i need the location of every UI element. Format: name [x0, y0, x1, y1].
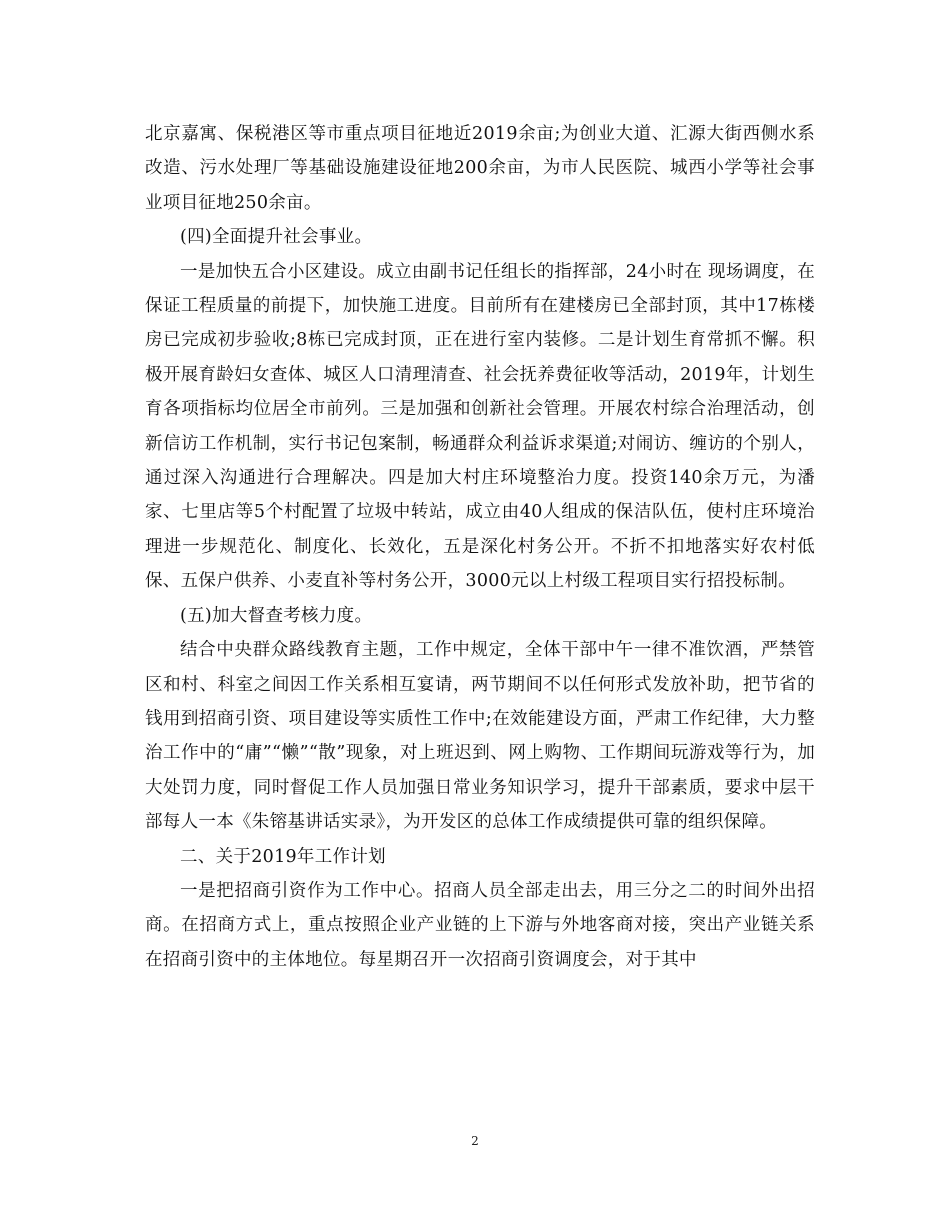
page-number: 2 [471, 1134, 479, 1148]
document-body [145, 117, 815, 977]
paragraph-social-affairs: 一是加快五合小区建设。成立由副书记任组长的指挥部，24小时在 现场调度，在保证工程质量的前提下，加快施工进度。目前所有在建楼房已全部封顶，其中17栋楼房已完成初步验收;8栋已完成封顶，正在进行室内装修。二是计划生育常抓不懈。积极开展育龄妇女查体、城区人口清理清查、社会抚养费征收等活动，2019年，计划生育各项指标均位居全市前列。三是加强和创新社会管理。开展农村综合治理活动，创新信访工作机制，实行书记包案制，畅通群众利益诉求渠道;对闹访、缠访的个别人，通过深入沟通进行合理解决。四是加大村庄环境整治力度。投资140余万元，为潘家、七里店等5个村配置了垃圾中转站，成立由40人组成的保洁队伍，使村庄环境治理进一步规范化、制度化、长效化，五是深化村务公开。不折不扣地落实好农村低保、五保户供养、小麦直补等村务公开，3000元以上村级工程项目实行招投标制。 [145, 261, 815, 592]
paragraph-land-acquisition: 北京嘉寓、保税港区等市重点项目征地近2019余亩;为创业大道、汇源大街西侧水系改造、污水处理厂等基础设施建设征地200余亩，为市人民医院、城西小学等社会事业项目征地250余亩。 [145, 124, 815, 213]
section-heading-supervision: (五)加大督查考核力度。 [180, 605, 373, 626]
paragraph-work-plan: 一是把招商引资作为工作中心。招商人员全部走出去，用三分之二的时间外出招商。在招商方式上，重点按照企业产业链的上下游与外地客商对接，突出产业链关系在招商引资中的主体地位。每星期召开一次招商引资调度会，对于其中 [145, 880, 815, 970]
section-heading-work-plan: 二、关于2019年工作计划 [180, 846, 386, 867]
paragraph-supervision: 结合中央群众路线教育主题，工作中规定，全体干部中午一律不准饮酒，严禁管区和村、科室之间因工作关系相互宴请，两节期间不以任何形式发放补助，把节省的钱用到招商引资、项目建设等实质性工作中;在效能建设方面，严肃工作纪律，大力整治工作中的“庸”“懒”“散”现象，对上班迟到、网上购物、工作期间玩游戏等行为，加大处罚力度，同时督促工作人员加强日常业务知识学习，提升干部素质，要求中层干部每人一本《朱镕基讲话实录》，为开发区的总体工作成绩提供可靠的组织保障。 [145, 640, 815, 833]
section-heading-social-affairs: (四)全面提升社会事业。 [180, 227, 373, 248]
